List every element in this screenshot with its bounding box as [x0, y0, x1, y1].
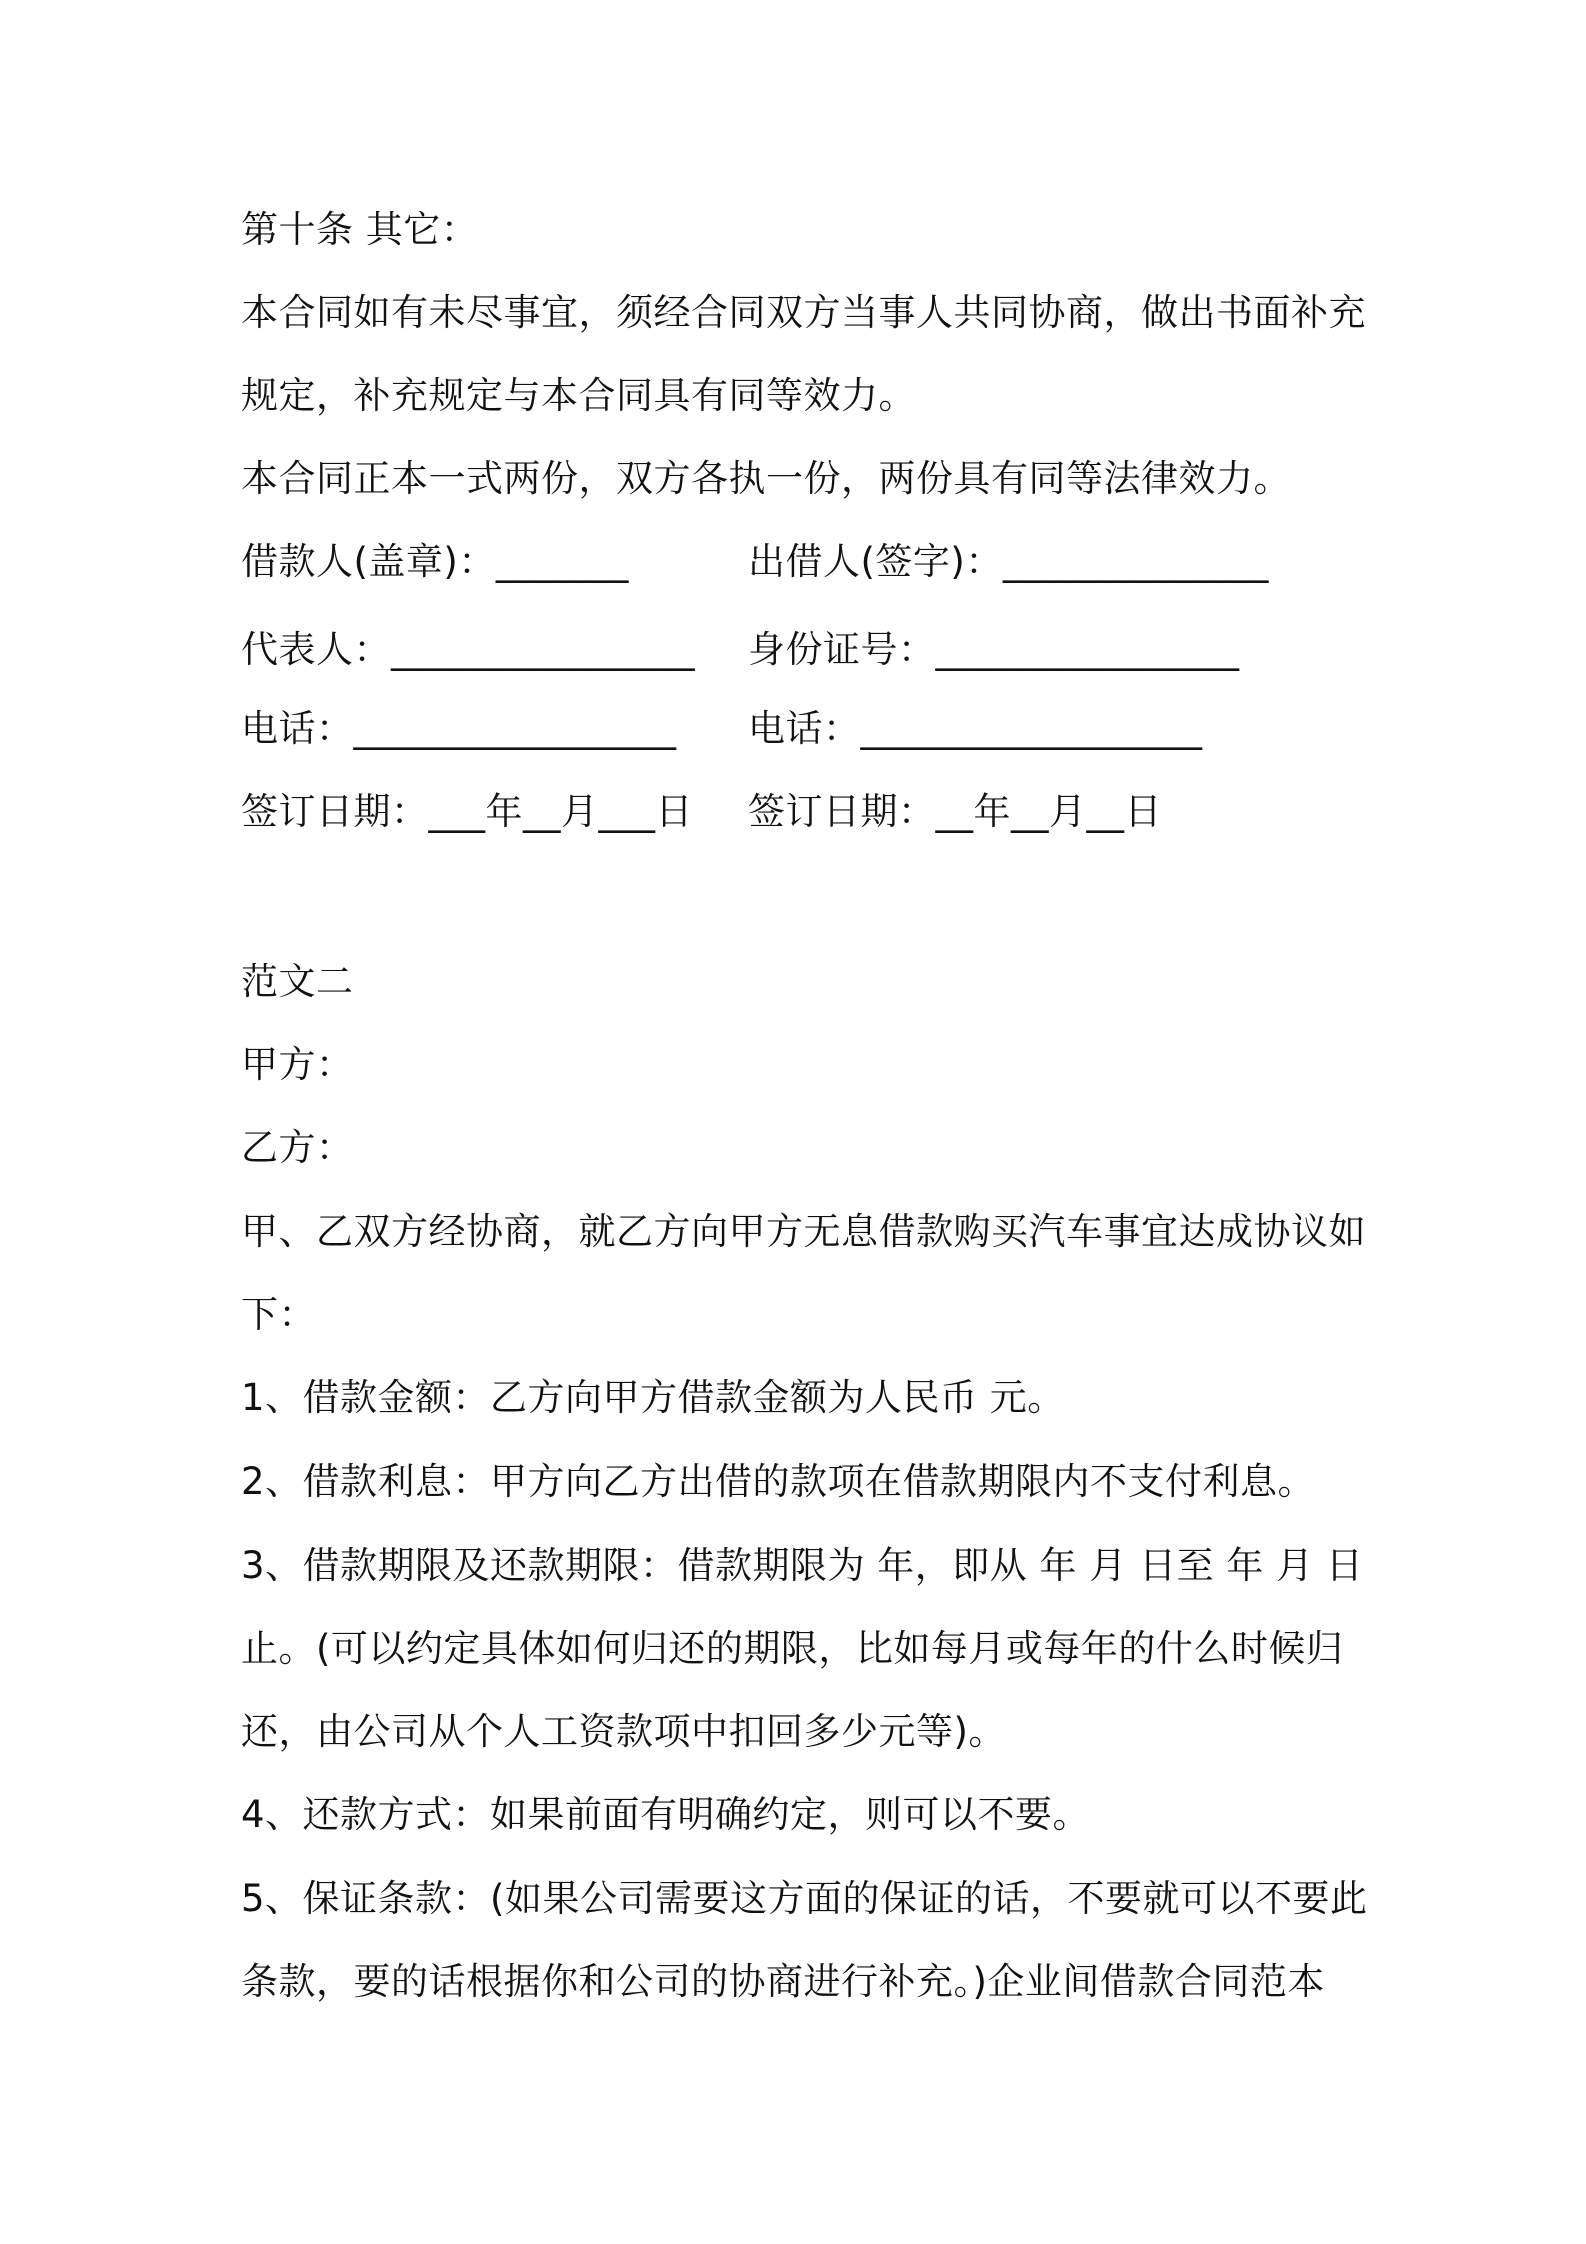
item-5-guarantee-line-1: 5、保证条款：(如果公司需要这方面的保证的话，不要就可以不要此: [241, 1877, 1368, 1920]
item-1-loan-amount: 1、借款金额：乙方向甲方借款金额为人民币 元。: [241, 1376, 1065, 1419]
article-10-paragraph-1-line-1: 本合同如有未尽事宜，须经合同双方当事人共同协商，做出书面补充: [241, 291, 1366, 334]
item-3-loan-term-line-1: 3、借款期限及还款期限：借款期限为 年，即从 年 月 日至 年 月 日: [241, 1544, 1364, 1587]
intro-line-2: 下：: [241, 1293, 316, 1336]
item-3-loan-term-line-3: 还，由公司从个人工资款项中扣回多少元等)。: [241, 1710, 1006, 1753]
sign-date-left-line: 签订日期：___年__月___日: [241, 790, 693, 833]
lender-signature-line: 出借人(签字)：______________: [748, 540, 1269, 583]
article-10-heading: 第十条 其它：: [241, 208, 479, 251]
article-10-paragraph-1-line-2: 规定，补充规定与本合同具有同等效力。: [241, 374, 916, 417]
sample-2-title: 范文二: [241, 960, 354, 1003]
item-3-loan-term-line-2: 止。(可以约定具体如何归还的期限，比如每月或每年的什么时候归: [241, 1627, 1344, 1670]
representative-line: 代表人：________________: [241, 628, 695, 671]
phone-left-line: 电话：_________________: [241, 707, 677, 750]
party-b-line: 乙方：: [241, 1126, 354, 1169]
intro-line-1: 甲、乙双方经协商，就乙方向甲方无息借款购买汽车事宜达成协议如: [241, 1210, 1366, 1253]
borrower-signature-line: 借款人(盖章)：_______: [241, 540, 629, 583]
item-5-guarantee-line-2: 条款，要的话根据你和公司的协商进行补充。)企业间借款合同范本: [241, 1960, 1325, 2003]
id-number-line: 身份证号：________________: [748, 628, 1240, 671]
article-10-paragraph-2: 本合同正本一式两份，双方各执一份，两份具有同等法律效力。: [241, 457, 1291, 500]
item-2-loan-interest: 2、借款利息：甲方向乙方出借的款项在借款期限内不支付利息。: [241, 1460, 1316, 1503]
phone-right-line: 电话：__________________: [748, 707, 1203, 750]
sign-date-right-line: 签订日期：__年__月__日: [748, 790, 1162, 833]
party-a-line: 甲方：: [241, 1043, 354, 1086]
item-4-repayment-method: 4、还款方式：如果前面有明确约定，则可以不要。: [241, 1793, 1091, 1836]
